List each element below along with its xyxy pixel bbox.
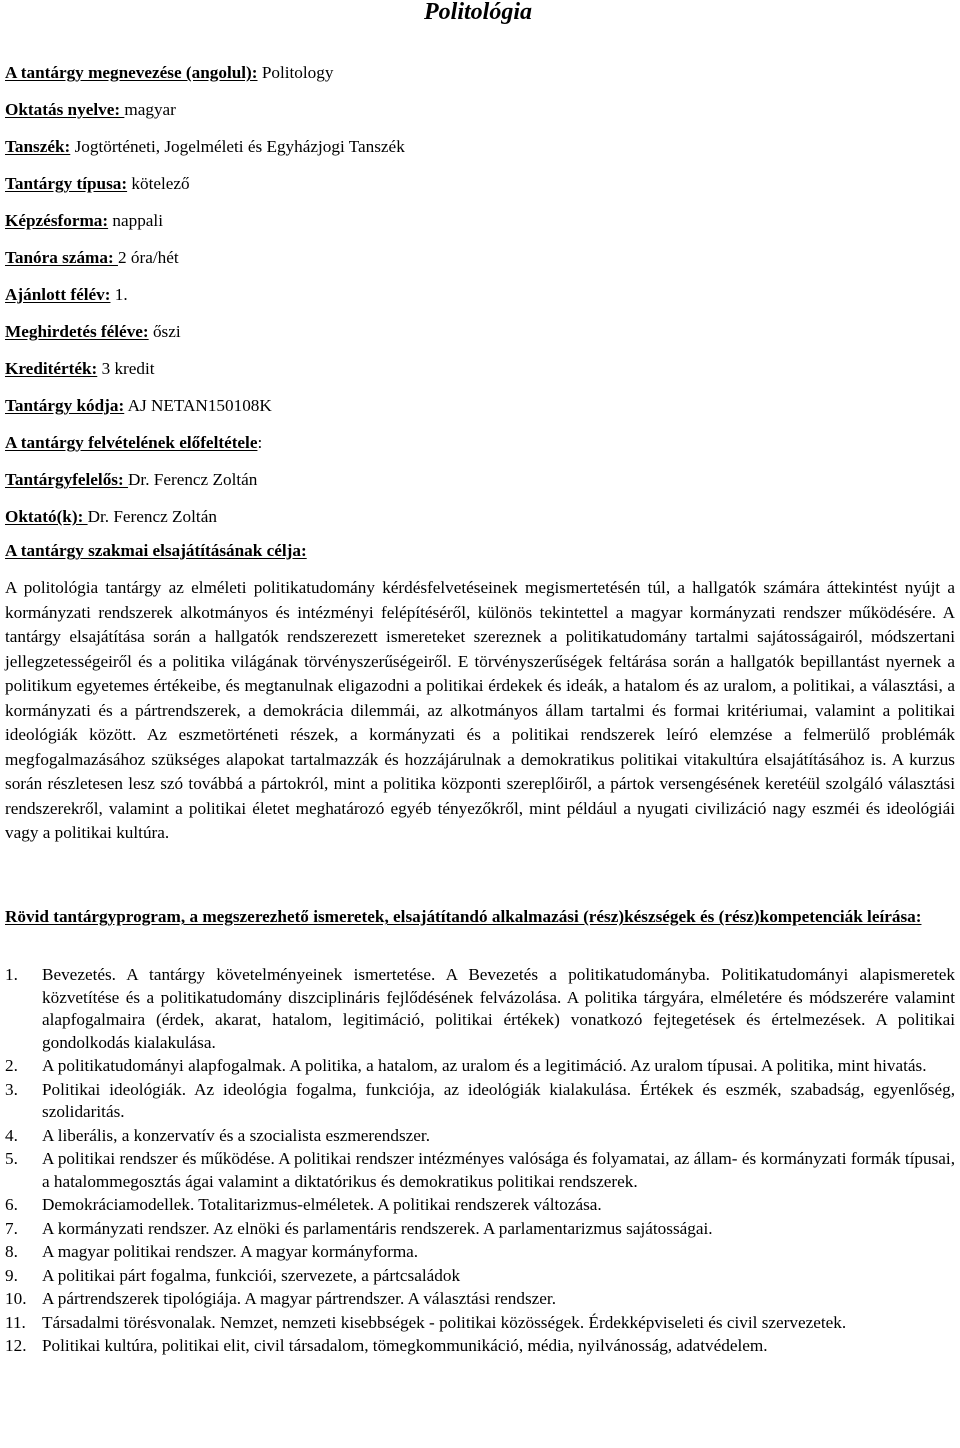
item-text: A politikai párt fogalma, funkciói, szervezete, a pártcsaládok (42, 1265, 461, 1285)
meta-row-department (5, 132, 955, 169)
meta-value: 2 óra/hét (118, 248, 179, 267)
item-text: A politikatudományi alapfogalmak. A politika, a hatalom, az uralom és a legitimáció. Az uralom típusai. A politika, mint hivatás. (42, 1056, 927, 1075)
item-number: 8. (5, 1242, 18, 1261)
list-item (5, 1079, 955, 1124)
item-number: 11. (5, 1312, 26, 1332)
meta-value: kötelező (127, 174, 190, 193)
meta-label: A tantárgy felvételének előfeltétele (5, 433, 258, 452)
item-number: 5. (5, 1149, 18, 1168)
list-item (5, 1055, 955, 1078)
meta-value: őszi (148, 322, 181, 341)
list-item (5, 964, 955, 1054)
meta-label: A tantárgy megnevezése (angolul): (5, 63, 258, 82)
item-number: 2. (5, 1056, 18, 1075)
meta-row-english-name (5, 58, 955, 95)
meta-label: Oktató(k): (5, 507, 88, 526)
meta-value: : (257, 433, 263, 452)
meta-label: Tantárgy típusa: (5, 174, 128, 193)
goal-paragraph: A politológia tantárgy az elméleti politikatudomány kérdésfelvetéseinek megismertetésén túl, a hallgatók számára áttekintést nyújt a kormányzati rendszerek alkotmányos és intézményi felépítéséről, különös tekintettel a magyar kormányzati rendszer működésére. A tantárgy elsajátítása során a hallgatók rendszerezett ismereteket szereznek a politikatudomány tartalmi sajátosságairól, módszertani jellegzetességeiről és a politika világának törvényszerűségeiről. E törvényszerűségek feltárása során a hallgatók bepillantást nyernek a politikum egyetemes értékeibe, és megtanulnak eligazodni a politikai érdekek és ideák, a hatalom és az uralom, a politikai, a választási, a kormányzati és a pártrendszerek, a demokrácia dilemmái, az alkotmányos állam tartalmi és formai kritériumai, valamint a politikai ideológiák között. Az eszmetörténeti részek, a kormányzati és a politikai rendszerek leíró elemzése a felmerülő problémák megfogalmazásához szükséges alapokat tartalmazzák és hozzájárulnak a demokratikus politikai vitakultúra elsajátításához is. A kurzus során részletesen lesz szó továbbá a pártokról, mint a politika központi szereplőiről, a pártok versengésének keretéül szolgáló választási rendszerekről, valamint a politikai életet meghatározó egyéb tényezőkről, mint például a nyugati civilizáció nagy eszméi és ideológiái vagy a politikai kultúra. (5, 578, 955, 842)
item-text: Társadalmi törésvonalak. Nemzet, nemzeti kisebbségek - politikai közösségek. Érdekképviseleti és civil szervezetek. (42, 1312, 847, 1332)
item-number: 4. (5, 1125, 18, 1145)
list-item (5, 1335, 955, 1358)
meta-label: Kreditérték: (5, 359, 98, 378)
meta-label: Meghirdetés féléve: (5, 322, 149, 341)
meta-label: Tanszék: (5, 137, 71, 156)
item-number: 3. (5, 1079, 18, 1099)
goal-heading: A tantárgy szakmai elsajátításának célja: (5, 541, 307, 560)
program-heading: Rövid tantárgyprogram, a megszerezhető ismeretek, elsajátítandó alkalmazási (rész)készségek és (rész)kompetenciák leírása: (5, 907, 922, 926)
meta-value: Jogtörténeti, Jogelméleti és Egyházjogi Tanszék (70, 137, 405, 156)
item-number: 1. (5, 965, 18, 984)
item-number: 10. (5, 1289, 27, 1308)
list-item (5, 1312, 955, 1335)
meta-label: Tanóra száma: (5, 248, 118, 267)
program-list (5, 964, 955, 1359)
meta-row-language (5, 95, 955, 132)
meta-value: 3 kredit (97, 359, 155, 378)
meta-row-course-code (5, 391, 955, 428)
item-number: 12. (5, 1336, 27, 1355)
meta-label: Tantárgyfelelős: (5, 470, 129, 489)
list-item (5, 1265, 955, 1288)
meta-row-recommended-semester (5, 280, 955, 317)
list-item (5, 1241, 955, 1264)
meta-row-credits (5, 354, 955, 391)
item-number: 6. (5, 1195, 18, 1214)
item-number: 9. (5, 1265, 18, 1285)
item-text: A magyar politikai rendszer. A magyar kormányforma. (42, 1242, 419, 1261)
page-title: Politológia (424, 0, 532, 25)
item-text: Politikai ideológiák. Az ideológia fogalma, funkciója, az ideológiák kialakulása. Értékek és eszmék, szabadság, egyenlőség, szolidaritás. (42, 1079, 955, 1121)
item-text: A liberális, a konzervatív és a szocialista eszmerendszer. (42, 1125, 430, 1145)
meta-row-responsible (5, 465, 955, 502)
meta-value: Dr. Ferencz Zoltán (87, 507, 217, 526)
meta-value: 1. (110, 285, 128, 304)
item-text: A pártrendszerek tipológiája. A magyar pártrendszer. A választási rendszer. (42, 1289, 557, 1308)
meta-row-course-type (5, 169, 955, 206)
list-item (5, 1148, 955, 1193)
item-text: Bevezetés. A tantárgy követelményeinek ismertetése. A Bevezetés a politikatudományba. Politikatudományi alapismeretek közvetítése és a politikatudomány diszciplináris fejlődésének felvázolása. A politika tárgyára, elméletére és módszerére valamint alapfogalmaira (érdek, akarat, hatalom, legitimáció, politikai értékek) vonatkozó fejtegetések és értelmezések. A politikai gondolkodás kialakulása. (42, 965, 955, 1052)
meta-label: Oktatás nyelve: (5, 100, 125, 119)
meta-row-prerequisite (5, 428, 955, 465)
item-text: Politikai kultúra, politikai elit, civil társadalom, tömegkommunikáció, média, nyilvánosság, adatvédelem. (42, 1336, 768, 1355)
item-text: A politikai rendszer és működése. A politikai rendszer intézményes valósága és folyamatai, az állam- és kormányzati formák típusai, a hatalommegosztás ágai valamint a diktatórikus és demokratikus politikai rendszerek. (42, 1149, 955, 1191)
meta-value: AJ NETAN150108K (124, 396, 272, 415)
meta-value: Dr. Ferencz Zoltán (128, 470, 258, 489)
list-item (5, 1125, 955, 1148)
meta-row-announcement-semester (5, 317, 955, 354)
meta-label: Tantárgy kódja: (5, 396, 125, 415)
item-text: Demokráciamodellek. Totalitarizmus-elméletek. A politikai rendszerek változása. (42, 1195, 602, 1214)
item-number: 7. (5, 1218, 18, 1238)
list-item (5, 1288, 955, 1311)
list-item (5, 1218, 955, 1241)
meta-label: Ajánlott félév: (5, 285, 111, 304)
meta-value: nappali (108, 211, 163, 230)
meta-value: magyar (124, 100, 176, 119)
course-metadata (5, 58, 955, 539)
meta-value: Politology (257, 63, 334, 82)
meta-row-instructor (5, 502, 955, 539)
meta-label: Képzésforma: (5, 211, 109, 230)
item-text: A kormányzati rendszer. Az elnöki és parlamentáris rendszerek. A parlamentarizmus sajátosságai. (42, 1218, 713, 1238)
meta-row-hours (5, 243, 955, 280)
list-item (5, 1194, 955, 1217)
meta-row-training-form (5, 206, 955, 243)
